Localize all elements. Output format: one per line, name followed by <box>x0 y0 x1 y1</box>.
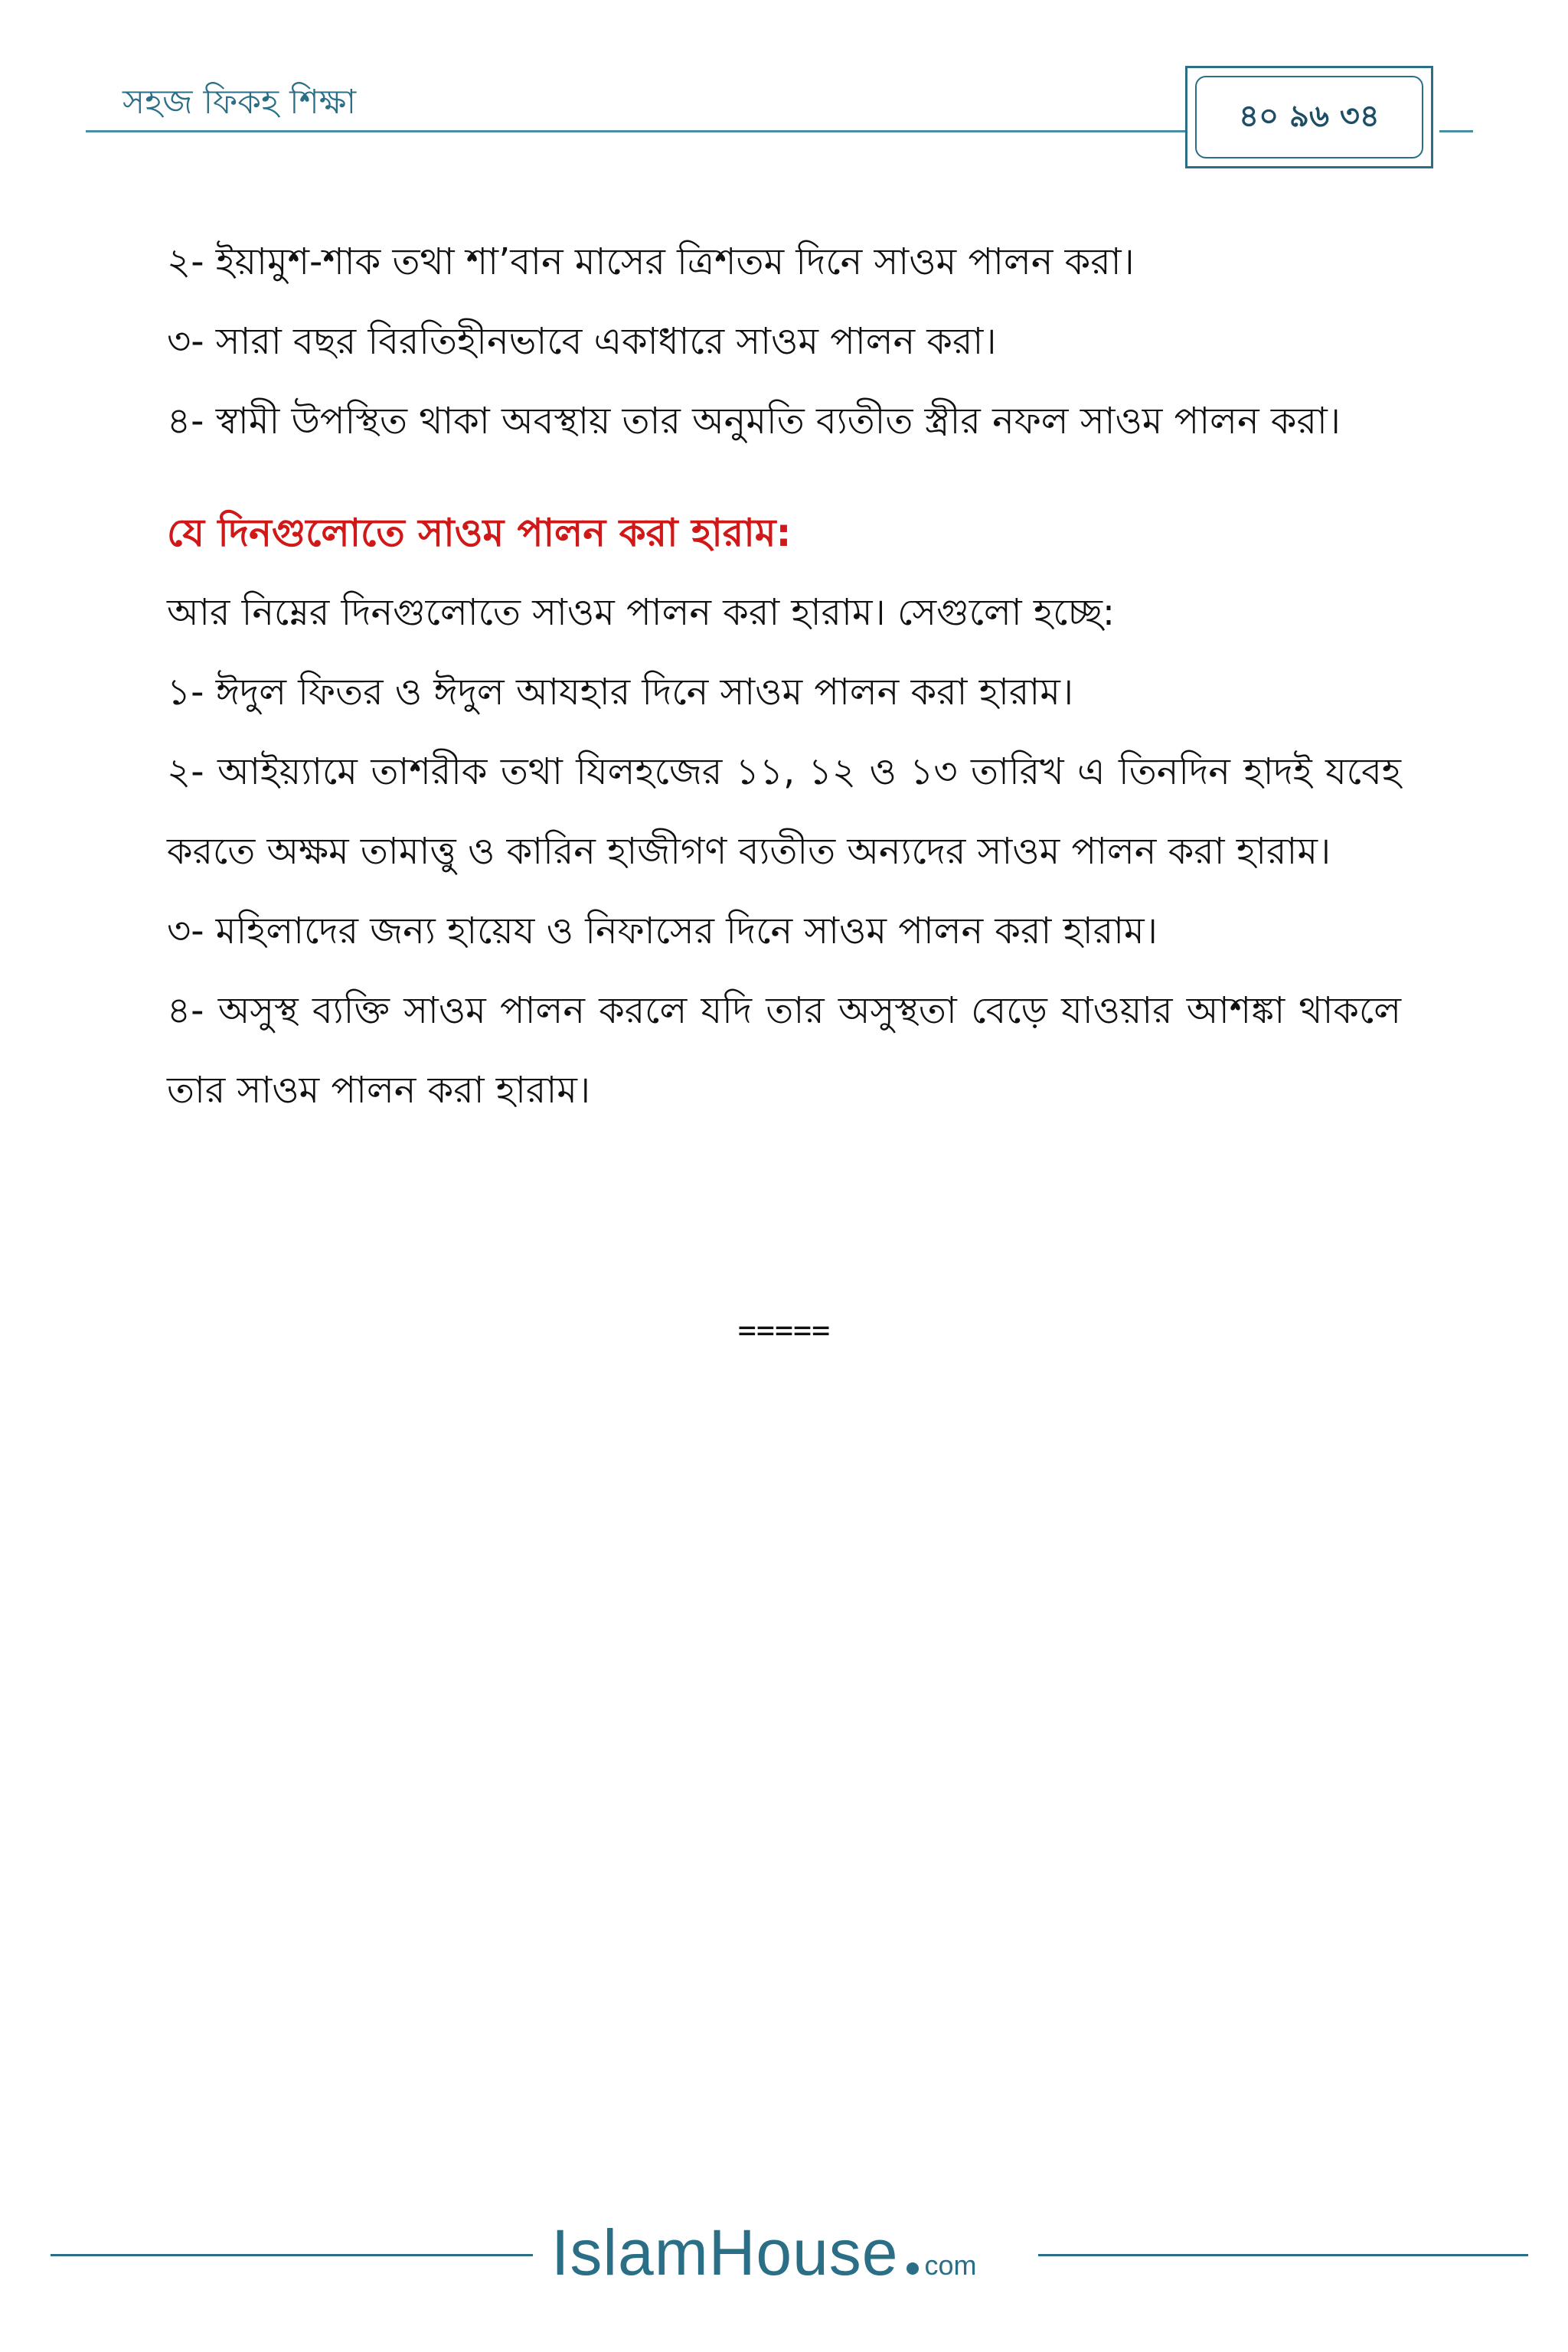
haram-item-1: ১- ঈদুল ফিতর ও ঈদুল আযহার দিনে সাওম পালন করা হারাম। <box>167 671 1074 714</box>
section-gap <box>167 461 1401 493</box>
section-heading: যে দিনগুলোতে সাওম পালন করা হারাম: <box>167 511 792 555</box>
book-title: সহজ ফিকহ শিক্ষা <box>122 83 357 122</box>
haram-item-3: ৩- মহিলাদের জন্য হায়েয ও নিফাসের দিনে সাওম পালন করা হারাম। <box>167 910 1158 952</box>
makruh-item-4: ৪- স্বামী উপস্থিত থাকা অবস্থায় তার অনুমতি ব্যতীত স্ত্রীর নফল সাওম পালন করা। <box>167 400 1341 443</box>
haram-item-2: ২- আইয়্যামে তাশরীক তথা যিলহজের ১১, ১২ ও ১৩ তারিখ এ তিনদিন হাদই যবেহ করতে অক্ষম তামাত্তু ও কারিন হাজীগণ ব্যতীত অন্যদের সাওম পালন করা হারাম। <box>167 750 1401 873</box>
logo-text: IslamHouse <box>551 2216 899 2288</box>
logo-suffix: com <box>924 2249 977 2281</box>
header-divider-end <box>1439 130 1473 132</box>
makruh-item-2: ২- ইয়ামুশ-শাক তথা শা’বান মাসের ত্রিশতম দিনে সাওম পালন করা। <box>167 240 1135 283</box>
footer-divider-left <box>51 2254 533 2256</box>
makruh-item-3: ৩- সারা বছর বিরতিহীনভাবে একাধারে সাওম পালন করা। <box>167 320 997 363</box>
header-divider <box>86 130 1188 132</box>
page-number-box <box>1185 66 1433 168</box>
footer-divider-right <box>1038 2254 1528 2256</box>
page-body <box>167 222 1401 1130</box>
section-separator: ===== <box>737 1313 831 1348</box>
haram-item-4: ৪- অসুস্থ ব্যক্তি সাওম পালন করলে যদি তার অসুস্থতা বেড়ে যাওয়ার আশঙ্কা থাকলে তার সাওম পালন করা হারাম। <box>167 989 1401 1112</box>
islamhouse-logo[interactable] <box>551 2216 977 2288</box>
page-number: ৪০ ৯৬ ৩৪ <box>1195 76 1423 158</box>
logo-dot-icon <box>906 2262 919 2275</box>
section-intro: আর নিম্নের দিনগুলোতে সাওম পালন করা হারাম। সেগুলো হচ্ছে: <box>167 591 1116 634</box>
